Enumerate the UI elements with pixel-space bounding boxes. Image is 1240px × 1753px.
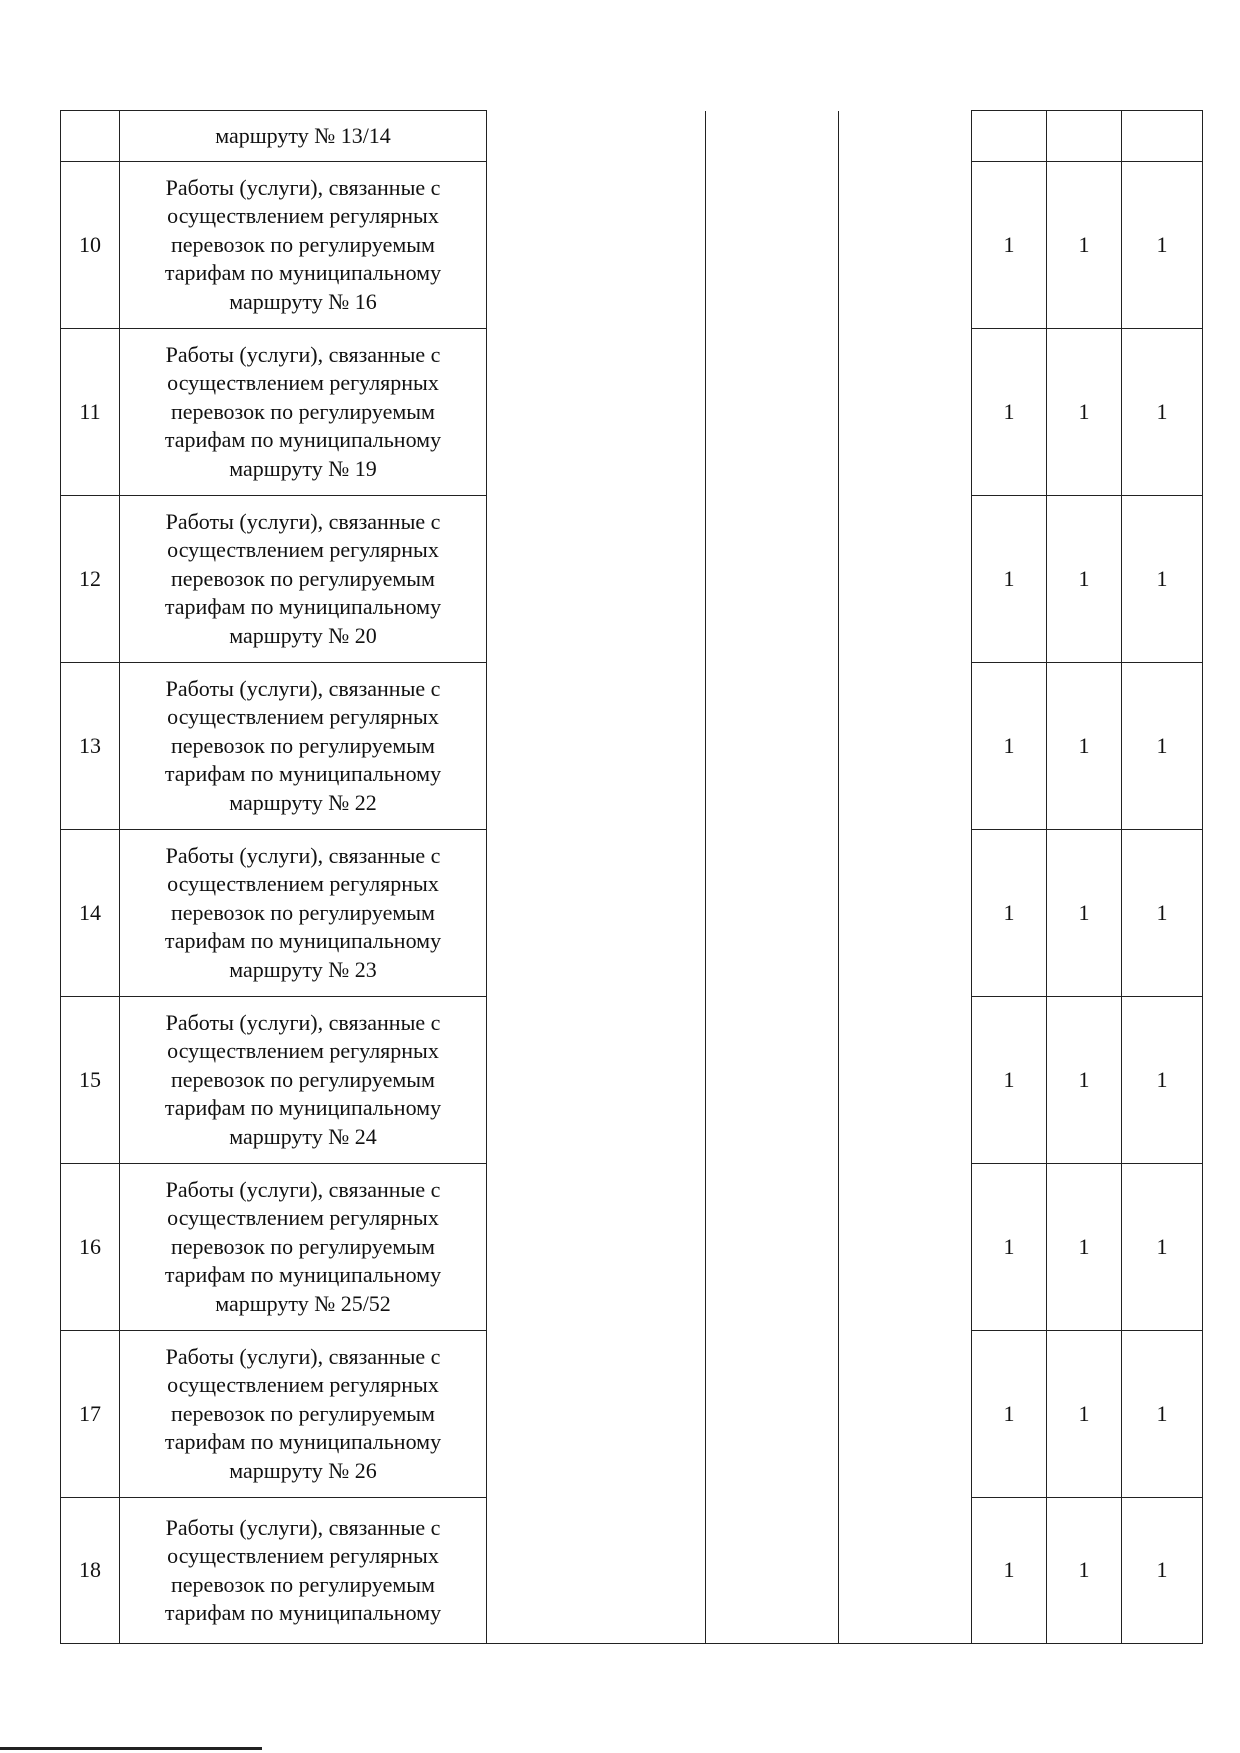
table-row xyxy=(61,162,1203,329)
value-cell: 1 xyxy=(1122,1164,1203,1331)
row-description-cell: Работы (услуги), связанные с осуществлением регулярных перевозок по регулируемым тарифам по муниципальному маршруту № 25/52 xyxy=(120,1164,487,1331)
empty-column-cell xyxy=(706,496,839,663)
value-cell: 1 xyxy=(972,663,1047,830)
row-description-cell: Работы (услуги), связанные с осуществлением регулярных перевозок по регулируемым тарифам по муниципальному маршруту № 19 xyxy=(120,329,487,496)
services-table xyxy=(60,110,1203,1644)
value-cell: 1 xyxy=(1122,997,1203,1164)
value-cell: 1 xyxy=(1122,496,1203,663)
empty-column-cell xyxy=(706,329,839,496)
table-row xyxy=(61,1331,1203,1498)
value-cell: 1 xyxy=(1122,830,1203,997)
empty-column-cell xyxy=(839,1164,972,1331)
empty-column-cell xyxy=(487,496,706,663)
row-description-cell: Работы (услуги), связанные с осуществлением регулярных перевозок по регулируемым тарифам по муниципальному маршруту № 24 xyxy=(120,997,487,1164)
row-description-cell: Работы (услуги), связанные с осуществлением регулярных перевозок по регулируемым тарифам по муниципальному маршруту № 26 xyxy=(120,1331,487,1498)
empty-column-cell xyxy=(706,997,839,1164)
value-cell: 1 xyxy=(972,496,1047,663)
empty-column-cell xyxy=(487,830,706,997)
value-cell: 1 xyxy=(1047,329,1122,496)
row-description-cell: Работы (услуги), связанные с осуществлением регулярных перевозок по регулируемым тарифам по муниципальному xyxy=(120,1498,487,1644)
value-cell: 1 xyxy=(972,1331,1047,1498)
value-cell: 1 xyxy=(1122,663,1203,830)
row-number-cell: 14 xyxy=(61,830,120,997)
value-cell xyxy=(1122,111,1203,162)
table-row xyxy=(61,663,1203,830)
value-cell: 1 xyxy=(972,1164,1047,1331)
empty-column-cell xyxy=(839,162,972,329)
row-description-cell: Работы (услуги), связанные с осуществлением регулярных перевозок по регулируемым тарифам по муниципальному маршруту № 16 xyxy=(120,162,487,329)
table-row xyxy=(61,830,1203,997)
row-number-cell: 10 xyxy=(61,162,120,329)
table-row xyxy=(61,1498,1203,1644)
value-cell: 1 xyxy=(1047,1331,1122,1498)
row-number-cell: 11 xyxy=(61,329,120,496)
row-number-cell: 18 xyxy=(61,1498,120,1644)
empty-column-cell xyxy=(839,663,972,830)
empty-column-cell xyxy=(706,663,839,830)
empty-column-cell xyxy=(706,1164,839,1331)
row-description-cell: маршруту № 13/14 xyxy=(120,111,487,162)
value-cell: 1 xyxy=(1047,162,1122,329)
value-cell: 1 xyxy=(972,162,1047,329)
row-description-cell: Работы (услуги), связанные с осуществлением регулярных перевозок по регулируемым тарифам по муниципальному маршруту № 22 xyxy=(120,663,487,830)
empty-column-cell xyxy=(487,329,706,496)
value-cell: 1 xyxy=(1122,162,1203,329)
row-number-cell: 15 xyxy=(61,997,120,1164)
empty-column-cell xyxy=(839,1331,972,1498)
empty-column-cell xyxy=(839,329,972,496)
value-cell: 1 xyxy=(1047,1164,1122,1331)
value-cell: 1 xyxy=(1122,1498,1203,1644)
value-cell: 1 xyxy=(1047,496,1122,663)
empty-column-cell xyxy=(706,830,839,997)
value-cell: 1 xyxy=(1047,663,1122,830)
empty-column-cell xyxy=(706,111,839,162)
empty-column-cell xyxy=(706,1498,839,1644)
footnote-separator-line xyxy=(0,1747,262,1750)
empty-column-cell xyxy=(487,111,706,162)
value-cell: 1 xyxy=(1047,830,1122,997)
empty-column-cell xyxy=(839,830,972,997)
row-number-cell: 17 xyxy=(61,1331,120,1498)
empty-column-cell xyxy=(487,1331,706,1498)
empty-column-cell xyxy=(839,496,972,663)
row-description-cell: Работы (услуги), связанные с осуществлением регулярных перевозок по регулируемым тарифам по муниципальному маршруту № 20 xyxy=(120,496,487,663)
table-row xyxy=(61,1164,1203,1331)
value-cell: 1 xyxy=(1122,329,1203,496)
value-cell: 1 xyxy=(1047,1498,1122,1644)
empty-column-cell xyxy=(839,111,972,162)
table-row xyxy=(61,496,1203,663)
empty-column-cell xyxy=(839,997,972,1164)
value-cell: 1 xyxy=(972,997,1047,1164)
empty-column-cell xyxy=(487,997,706,1164)
value-cell: 1 xyxy=(972,1498,1047,1644)
empty-column-cell xyxy=(839,1498,972,1644)
value-cell xyxy=(972,111,1047,162)
value-cell: 1 xyxy=(972,329,1047,496)
empty-column-cell xyxy=(706,162,839,329)
row-number-cell: 16 xyxy=(61,1164,120,1331)
row-number-cell xyxy=(61,111,120,162)
empty-column-cell xyxy=(487,162,706,329)
table-row xyxy=(61,329,1203,496)
value-cell: 1 xyxy=(1122,1331,1203,1498)
table-row xyxy=(61,997,1203,1164)
table-row-continuation xyxy=(61,111,1203,162)
value-cell xyxy=(1047,111,1122,162)
value-cell: 1 xyxy=(1047,997,1122,1164)
empty-column-cell xyxy=(487,1498,706,1644)
row-number-cell: 13 xyxy=(61,663,120,830)
row-description-cell: Работы (услуги), связанные с осуществлением регулярных перевозок по регулируемым тарифам по муниципальному маршруту № 23 xyxy=(120,830,487,997)
empty-column-cell xyxy=(706,1331,839,1498)
row-number-cell: 12 xyxy=(61,496,120,663)
value-cell: 1 xyxy=(972,830,1047,997)
empty-column-cell xyxy=(487,663,706,830)
empty-column-cell xyxy=(487,1164,706,1331)
